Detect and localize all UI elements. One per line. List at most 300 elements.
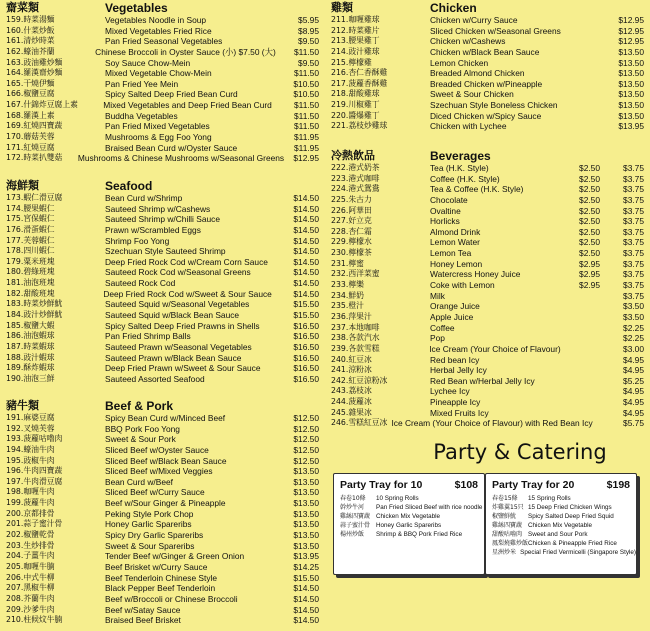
item-name-en: Tea (H.K. Style) bbox=[430, 163, 489, 173]
item-number: 162. bbox=[6, 46, 24, 56]
section-title-en: Chicken bbox=[430, 1, 477, 15]
item-name-en: Mushrooms & Chinese Mushrooms w/Seasonal Greens bbox=[77, 153, 285, 164]
item-price-small bbox=[560, 323, 600, 334]
item-name-cn: 杏仁霜 bbox=[348, 226, 372, 236]
menu-item bbox=[0, 132, 325, 143]
item-price: $15.50 bbox=[293, 299, 319, 310]
item-name-en: Deep Fried Rock Cod w/Cream Corn Sauce bbox=[105, 256, 268, 267]
item-name-cn: 黑椒牛柳 bbox=[23, 583, 55, 593]
item-price: $13.50 bbox=[293, 466, 319, 477]
item-name-cn: 港式奶茶 bbox=[348, 163, 380, 172]
item-number-cn bbox=[325, 26, 430, 37]
menu-item bbox=[0, 551, 325, 562]
item-number: 227. bbox=[331, 216, 349, 226]
item-number: 163. bbox=[6, 57, 24, 67]
item-name-en: Lychee Icy bbox=[430, 386, 470, 397]
item-price-large: $4.95 bbox=[623, 407, 644, 418]
item-number-cn bbox=[325, 408, 430, 419]
item-name-cn: 檸檬水 bbox=[348, 237, 372, 247]
item-number-cn bbox=[325, 259, 430, 270]
menu-item bbox=[325, 47, 650, 58]
item-name-en: Breaded Chicken w/Pineapple bbox=[430, 78, 543, 89]
item-number: 217. bbox=[331, 78, 349, 88]
item-number-cn bbox=[0, 257, 105, 268]
item-number: 234. bbox=[331, 290, 349, 300]
item-price-large: $3.50 bbox=[623, 301, 644, 312]
item-name-cn: 油泡班塊 bbox=[23, 278, 55, 288]
item-name-cn: 叉燒芙蓉 bbox=[23, 423, 55, 433]
item-number-cn bbox=[325, 36, 430, 47]
item-number: 201. bbox=[6, 519, 24, 529]
item-price: $15.50 bbox=[293, 310, 319, 321]
item-number-cn bbox=[325, 291, 430, 302]
item-price: $13.50 bbox=[293, 508, 319, 519]
item-name-en: Mixed Vegetable Chow-Mein bbox=[105, 68, 212, 79]
section-title-en: Vegetables bbox=[105, 1, 168, 15]
item-number: 208. bbox=[6, 593, 24, 603]
item-name-cn: 沙爹牛肉 bbox=[23, 604, 55, 614]
item-number-cn bbox=[325, 397, 430, 408]
item-number: 167. bbox=[6, 100, 24, 110]
item-number: 246. bbox=[331, 418, 349, 428]
menu-item bbox=[0, 289, 325, 300]
section-title-cn: 豬牛類 bbox=[6, 399, 39, 412]
item-number: 184. bbox=[6, 310, 24, 320]
item-number-cn bbox=[0, 487, 105, 498]
item-name-cn: 西洋菜蜜 bbox=[348, 269, 380, 279]
item-name-cn: 時菜雞片 bbox=[348, 25, 380, 35]
menu-item bbox=[325, 397, 650, 408]
item-name-en: Spicy Salted Deep Fried Prawns in Shells bbox=[105, 320, 260, 331]
item-number-cn bbox=[325, 344, 429, 355]
menu-item bbox=[0, 541, 325, 552]
item-name-en: Bean Curd w/Beef bbox=[105, 476, 173, 487]
item-price-small bbox=[560, 365, 600, 376]
item-number-cn bbox=[0, 299, 105, 310]
item-number: 212. bbox=[331, 25, 349, 35]
item-price: $16.50 bbox=[293, 341, 319, 352]
menu-item bbox=[0, 353, 325, 364]
item-number: 216. bbox=[331, 68, 349, 78]
item-name-cn: 蒜子蜜汁骨 bbox=[23, 519, 63, 529]
menu-item bbox=[325, 365, 650, 376]
item-number-cn bbox=[325, 418, 391, 429]
item-name-en: Orange Juice bbox=[430, 301, 480, 312]
menu-item bbox=[325, 227, 650, 238]
tray-item-en: 10 Spring Rolls bbox=[376, 495, 419, 502]
item-number: 176. bbox=[6, 224, 24, 234]
item-name-en: Tea & Coffee (H.K. Style) bbox=[430, 184, 524, 195]
item-number: 224. bbox=[331, 184, 349, 194]
item-number-cn bbox=[0, 541, 105, 552]
item-name-cn: 涼粉冰 bbox=[348, 365, 372, 375]
item-price-small: $2.50 bbox=[579, 184, 600, 195]
menu-item bbox=[0, 68, 325, 79]
item-name-en: Shrimp Foo Yong bbox=[105, 235, 170, 246]
item-number-cn bbox=[0, 477, 105, 488]
item-price-small bbox=[560, 355, 600, 366]
item-number-cn bbox=[0, 562, 105, 573]
item-name-en: Red bean Icy bbox=[430, 354, 480, 365]
item-price: $13.50 bbox=[618, 78, 644, 89]
tray-item bbox=[486, 530, 636, 539]
item-name-en: Deep Fried Rock Cod w/Sweet & Sour Sauce bbox=[103, 288, 272, 299]
item-name-cn: 柱候炆牛腩 bbox=[23, 615, 63, 625]
item-number: 197. bbox=[6, 476, 24, 486]
item-price: $16.50 bbox=[293, 363, 319, 374]
item-number: 215. bbox=[331, 57, 349, 67]
item-number-cn bbox=[0, 466, 105, 477]
item-name-en: Spicy Salted Deep Fried Bean Curd bbox=[105, 89, 238, 100]
item-price-large: $3.75 bbox=[623, 216, 644, 227]
menu-item bbox=[325, 408, 650, 419]
item-price: $16.50 bbox=[293, 373, 319, 384]
item-price-large: $3.75 bbox=[623, 163, 644, 173]
item-name-en: Watercress Honey Juice bbox=[430, 269, 521, 280]
menu-item bbox=[0, 509, 325, 520]
item-price: $13.95 bbox=[293, 551, 319, 562]
item-number-cn bbox=[0, 615, 105, 626]
item-name-en: Sauteed Squid w/Seasonal Vegetables bbox=[105, 299, 250, 310]
item-name-en: Lemon Tea bbox=[430, 248, 472, 259]
item-name-cn: 清炒時菜 bbox=[23, 36, 55, 46]
menu-item bbox=[0, 519, 325, 530]
item-name-cn: 時菜蝦球 bbox=[23, 341, 55, 351]
item-price: $11.50 bbox=[294, 46, 319, 57]
item-price: $13.50 bbox=[618, 68, 644, 79]
item-name-en: Breaded Almond Chicken bbox=[430, 68, 525, 79]
menu-item bbox=[0, 434, 325, 445]
tray-name: Party Tray for 10 bbox=[340, 479, 423, 491]
item-number-cn bbox=[325, 333, 430, 344]
item-name-cn: 好立克 bbox=[348, 216, 372, 226]
item-name-en: Pan Fried Seasonal Vegetables bbox=[105, 36, 223, 47]
item-name-en: Chinese Broccoli in Oyster Sauce (小) $7.50 (大) bbox=[95, 46, 276, 57]
item-name-en: Spicy Dry Garlic Spareribs bbox=[105, 530, 204, 541]
menu-item bbox=[325, 291, 650, 302]
item-name-cn: 咖喱牛腩 bbox=[23, 561, 55, 571]
item-number-cn bbox=[0, 310, 105, 321]
item-number: 199. bbox=[6, 498, 24, 508]
item-number: 235. bbox=[331, 301, 349, 311]
menu-item bbox=[325, 184, 650, 195]
tray-item-en: Shrimp & BBQ Pork Fried Rice bbox=[376, 531, 463, 538]
tray-item-cn: 鳳梨燒雞炒飯 bbox=[492, 540, 529, 547]
item-price: $16.50 bbox=[293, 320, 319, 331]
item-price: $9.50 bbox=[298, 57, 319, 68]
item-price-small: $2.50 bbox=[579, 205, 600, 216]
item-name-cn: 生炒排骨 bbox=[23, 540, 55, 550]
item-price-small bbox=[560, 408, 600, 419]
item-price-large: $3.75 bbox=[623, 280, 644, 291]
item-number: 196. bbox=[6, 466, 24, 476]
tray-price: $108 bbox=[454, 479, 478, 491]
item-name-cn: 阿華田 bbox=[348, 205, 372, 215]
item-name-en: Sliced Chicken w/Seasonal Greens bbox=[430, 25, 561, 36]
tray-item bbox=[486, 503, 636, 512]
item-name-en: Sweet & Sour Spareribs bbox=[105, 540, 195, 551]
menu-item bbox=[325, 111, 650, 122]
menu-item bbox=[325, 216, 650, 227]
item-number-cn bbox=[0, 214, 105, 225]
item-number: 231. bbox=[331, 258, 349, 268]
item-price: $13.50 bbox=[618, 46, 644, 57]
menu-item bbox=[0, 47, 325, 58]
item-number: 159. bbox=[6, 15, 24, 24]
menu-item bbox=[0, 321, 325, 332]
tray-item bbox=[486, 494, 636, 503]
item-number-cn bbox=[0, 225, 105, 236]
item-name-cn: 朱古力 bbox=[348, 194, 372, 204]
tray-item-cn: 幹炒牛河 bbox=[340, 504, 365, 511]
item-name-en: Sauteed Rock Cod w/Seasonal Greens bbox=[105, 267, 251, 278]
item-number: 189. bbox=[6, 363, 24, 373]
item-number: 170. bbox=[6, 132, 24, 142]
item-number-cn bbox=[0, 132, 105, 143]
item-number-cn bbox=[325, 312, 430, 323]
item-number: 192. bbox=[6, 423, 24, 433]
item-number-cn bbox=[325, 227, 430, 238]
menu-item bbox=[0, 204, 325, 215]
menu-item bbox=[325, 195, 650, 206]
item-price-large: $3.75 bbox=[623, 269, 644, 280]
item-number-cn bbox=[0, 246, 105, 257]
item-name-cn: 杏仁香酥雞 bbox=[348, 68, 388, 78]
menu-item bbox=[0, 487, 325, 498]
item-price: $12.50 bbox=[293, 434, 319, 445]
item-number-cn bbox=[325, 248, 430, 259]
item-number-cn bbox=[0, 331, 105, 342]
tray-item-cn: 雞絲四寶蔬 bbox=[492, 522, 523, 529]
item-price-small bbox=[560, 397, 600, 408]
item-number-cn bbox=[0, 353, 105, 364]
section-title-cn: 齋菜類 bbox=[6, 1, 39, 14]
item-name-cn: 各款雪糕 bbox=[348, 343, 380, 353]
item-number-cn bbox=[0, 143, 105, 154]
item-name-en: Sauteed Prawn w/Black Bean Sauce bbox=[105, 352, 242, 363]
tray-item-en: Chicken Mix Vegetable bbox=[528, 522, 593, 529]
item-number: 169. bbox=[6, 121, 24, 131]
item-price-large: $5.75 bbox=[623, 418, 644, 429]
item-name-en: Sauteed Shrimp w/Chilli Sauce bbox=[105, 214, 220, 225]
item-name-cn: 豉油雞炒麵 bbox=[23, 57, 63, 67]
item-name-en: Braised Bean Curd w/Oyster Sauce bbox=[105, 142, 238, 153]
item-price: $12.50 bbox=[293, 423, 319, 434]
item-name-cn: 荔枝冰 bbox=[348, 386, 372, 396]
item-name-en: Honey Garlic Spareribs bbox=[105, 519, 192, 530]
item-number-cn bbox=[325, 58, 430, 69]
item-price-small bbox=[560, 333, 600, 344]
item-price: $12.95 bbox=[293, 153, 319, 164]
item-name-cn: 子薑牛肉 bbox=[23, 551, 55, 561]
item-name-cn: 腰果蝦仁 bbox=[23, 203, 55, 213]
item-number: 240. bbox=[331, 354, 349, 364]
menu-item bbox=[0, 278, 325, 289]
item-price-large: $3.75 bbox=[623, 194, 644, 205]
item-name-en: Peking Style Pork Chop bbox=[105, 508, 194, 519]
item-name-cn: 粟米班塊 bbox=[23, 256, 55, 266]
item-number-cn bbox=[325, 216, 430, 227]
menu-item bbox=[0, 15, 325, 26]
item-name-cn: 鮮奶 bbox=[348, 290, 364, 300]
item-name-cn: 蝦仁滑豆腐 bbox=[23, 193, 63, 202]
item-name-en: Black Pepper Beef Tenderloin bbox=[105, 583, 216, 594]
item-number-cn bbox=[0, 498, 105, 509]
item-number: 243. bbox=[331, 386, 349, 396]
item-name-cn: 菠蘿牛肉 bbox=[23, 498, 55, 508]
item-number: 239. bbox=[331, 343, 349, 353]
tray-item bbox=[334, 530, 484, 539]
section-title-en: Beverages bbox=[430, 149, 491, 163]
item-number: 226. bbox=[331, 205, 349, 215]
item-price: $10.50 bbox=[293, 78, 319, 89]
item-number-cn bbox=[325, 15, 430, 26]
item-name-en: Beef w/Satay Sauce bbox=[105, 604, 181, 615]
item-number: 182. bbox=[6, 288, 24, 298]
item-name-en: Sauteed Assorted Seafood bbox=[105, 373, 205, 384]
item-price-large: $2.25 bbox=[623, 333, 644, 344]
item-price: $13.50 bbox=[293, 530, 319, 541]
item-name-cn: 時菜湯麵 bbox=[23, 15, 55, 24]
tray-item-cn: 雞絲四寶蔬 bbox=[340, 513, 371, 520]
item-name-cn: 時菜扒雙菇 bbox=[23, 153, 63, 163]
item-name-en: Beef w/Sour Ginger & Pineapple bbox=[105, 498, 226, 509]
item-name-cn: 檸檬雞 bbox=[348, 57, 372, 67]
item-name-cn: 油泡三鮮 bbox=[23, 373, 55, 383]
item-price-small bbox=[560, 301, 600, 312]
item-number: 171. bbox=[6, 142, 24, 152]
item-name-en: Sliced Beef w/Mixed Veggies bbox=[105, 466, 213, 477]
item-price: $13.50 bbox=[618, 89, 644, 100]
item-number: 166. bbox=[6, 89, 24, 99]
tray-item bbox=[486, 521, 636, 530]
item-price: $15.50 bbox=[293, 572, 319, 583]
item-name-en: Diced Chicken w/Spicy Sauce bbox=[430, 110, 542, 121]
item-price-small: $2.50 bbox=[579, 173, 600, 184]
item-name-cn: 蠔油芥蘭 bbox=[23, 46, 55, 56]
item-number: 204. bbox=[6, 551, 24, 561]
item-price-small: $2.50 bbox=[579, 226, 600, 237]
menu-item bbox=[325, 174, 650, 185]
item-name-cn: 滑蛋蝦仁 bbox=[23, 224, 55, 234]
menu-item bbox=[325, 15, 650, 26]
item-number: 238. bbox=[331, 333, 349, 343]
item-name-en: Tender Beef w/Ginger & Green Onion bbox=[105, 551, 245, 562]
item-name-cn: 港式鴛鴦 bbox=[348, 184, 380, 194]
item-number: 214. bbox=[331, 46, 349, 56]
item-name-cn: 麻婆豆腐 bbox=[23, 413, 55, 422]
item-number: 245. bbox=[331, 407, 349, 417]
menu-item bbox=[0, 498, 325, 509]
tray-item-cn: 春卷10條 bbox=[340, 495, 366, 502]
menu-item bbox=[325, 100, 650, 111]
item-price-small: $2.95 bbox=[579, 269, 600, 280]
item-name-cn: 紅燒四寶蔬 bbox=[23, 121, 63, 131]
item-number: 179. bbox=[6, 256, 24, 266]
item-name-en: Soy Sauce Chow-Mein bbox=[105, 57, 191, 68]
item-name-cn: 豉汁蝦球 bbox=[23, 352, 55, 362]
tray-item bbox=[334, 521, 484, 530]
item-price: $14.50 bbox=[293, 235, 319, 246]
item-number: 210. bbox=[6, 615, 24, 625]
item-name-cn: 咖喱雞球 bbox=[348, 15, 380, 24]
section-title-en: Seafood bbox=[105, 179, 153, 193]
item-name-en: Pineapple Icy bbox=[430, 397, 481, 408]
menu-item bbox=[0, 121, 325, 132]
tray-item-en: Pan Fried Sliced Beef with rice noodle bbox=[376, 504, 483, 511]
item-name-cn: 牛肉四寶蔬 bbox=[23, 466, 63, 476]
item-number-cn bbox=[325, 121, 430, 132]
menu-item bbox=[325, 344, 650, 355]
item-price-small: $2.50 bbox=[579, 248, 600, 259]
item-name-cn: 雜果冰 bbox=[348, 407, 372, 417]
item-number-cn bbox=[0, 289, 103, 300]
item-number: 185. bbox=[6, 320, 24, 330]
tray-item-cn: 蒜子蜜汁骨 bbox=[340, 522, 371, 529]
item-number-cn bbox=[0, 153, 78, 164]
section-header bbox=[0, 180, 325, 193]
item-price: $12.50 bbox=[293, 413, 319, 423]
menu-item bbox=[0, 79, 325, 90]
menu-item bbox=[325, 386, 650, 397]
item-price-small: $2.50 bbox=[579, 163, 600, 173]
menu-item bbox=[0, 530, 325, 541]
tray-item bbox=[334, 503, 484, 512]
item-name-en: Mixed Fruits Icy bbox=[430, 407, 489, 418]
item-price-large: $3.75 bbox=[623, 226, 644, 237]
item-number: 230. bbox=[331, 248, 349, 258]
item-price: $14.50 bbox=[293, 246, 319, 257]
item-name-cn: 豉汁雞球 bbox=[348, 46, 380, 56]
item-number: 175. bbox=[6, 214, 24, 224]
item-price: $14.50 bbox=[293, 193, 319, 203]
item-number-cn bbox=[0, 573, 105, 584]
menu-item bbox=[0, 310, 325, 321]
item-number: 220. bbox=[331, 110, 349, 120]
menu-item bbox=[325, 26, 650, 37]
menu-item bbox=[0, 36, 325, 47]
menu-item bbox=[0, 573, 325, 584]
item-number-cn bbox=[325, 323, 430, 334]
item-name-cn: 中式牛柳 bbox=[23, 572, 55, 582]
item-price: $13.50 bbox=[293, 476, 319, 487]
item-number-cn bbox=[0, 509, 105, 520]
item-name-en: Mixed Vegetables and Deep Fried Bean Curd bbox=[103, 100, 272, 111]
item-price: $13.50 bbox=[618, 110, 644, 121]
item-price: $10.50 bbox=[293, 89, 319, 100]
item-number-cn bbox=[0, 413, 105, 424]
menu-item bbox=[0, 143, 325, 154]
menu-item bbox=[0, 299, 325, 310]
item-name-en: Coffee bbox=[430, 322, 455, 333]
item-number-cn bbox=[325, 206, 430, 217]
menu-item bbox=[0, 445, 325, 456]
item-name-en: Ice Cream (Your Choice of Flavour) bbox=[429, 343, 561, 354]
item-number: 177. bbox=[6, 235, 24, 245]
party-catering-title: Party & Catering bbox=[433, 440, 607, 464]
item-price-large: $3.75 bbox=[623, 258, 644, 269]
item-price-large: $2.25 bbox=[623, 322, 644, 333]
item-price: $14.50 bbox=[293, 278, 319, 289]
item-name-cn: 芙蓉蝦仁 bbox=[23, 235, 55, 245]
item-price-large: $4.95 bbox=[623, 365, 644, 376]
section-header bbox=[0, 2, 325, 15]
item-price: $16.50 bbox=[293, 331, 319, 342]
item-name-cn: 椒鹽大蝦 bbox=[23, 320, 55, 330]
item-name-en: Ice Cream (Your Choice of Flavour) with Red Bean Icy bbox=[391, 418, 593, 429]
section-header bbox=[325, 150, 650, 163]
tray-item-en: Sweet and Sour Pork bbox=[528, 531, 588, 538]
